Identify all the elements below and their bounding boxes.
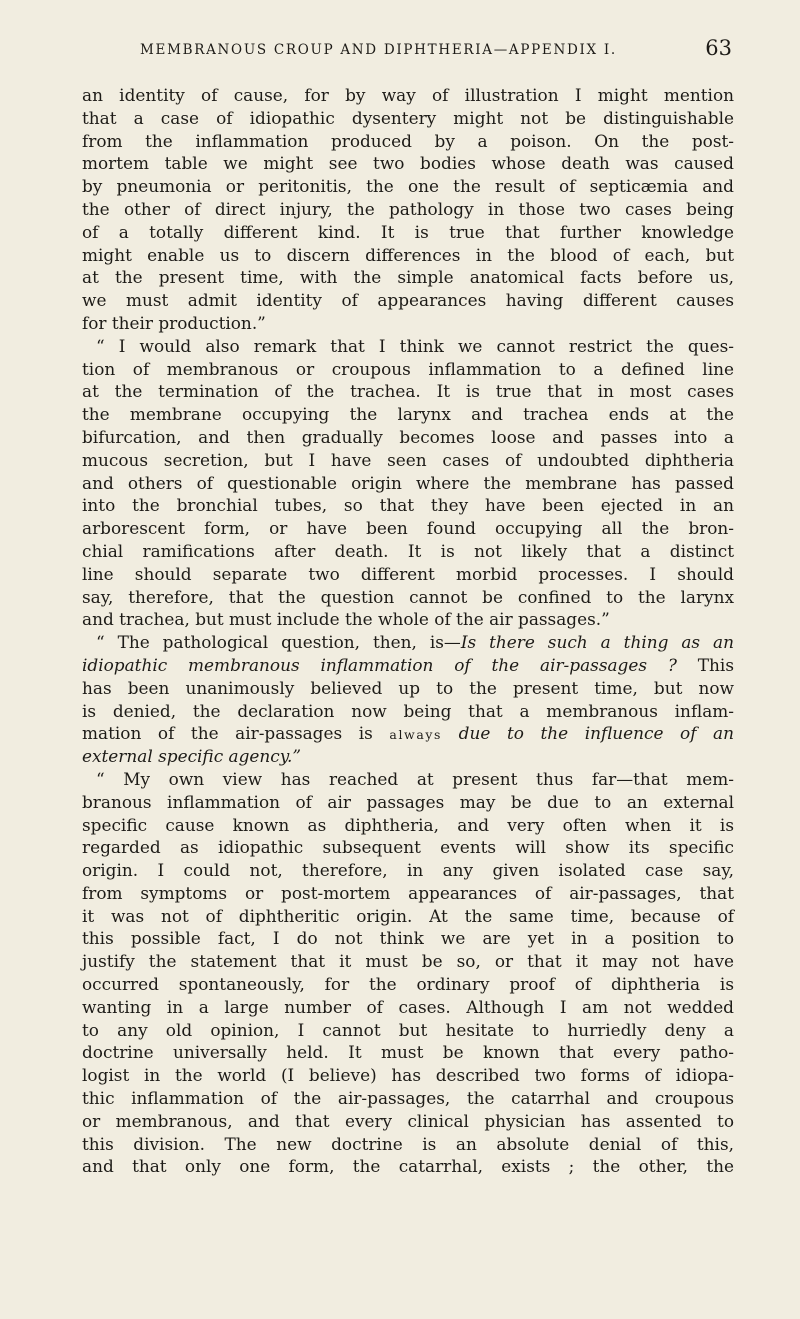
text-line: or membranous, and that every clinical physician has assented to — [82, 1110, 734, 1131]
small-caps-run: always — [389, 727, 443, 743]
text-line: logist in the world (I believe) has described two forms of idiopa- — [82, 1065, 734, 1086]
text-line: to any old opinion, I cannot but hesitate to hurriedly deny a — [82, 1019, 734, 1040]
text-line: an identity of cause, for by way of illustration I might mention — [82, 85, 734, 105]
text-line: line should separate two different morbid processes. I should — [82, 563, 734, 584]
text-run: “ The pathological question, then, is— — [96, 632, 461, 653]
text-line: at the termination of the trachea. It is true that in most cases — [82, 381, 734, 402]
text-line: chial ramifications after death. It is not likely that a distinct — [82, 540, 734, 561]
text-line: this possible fact, I do not think we are yet in a position to — [82, 928, 734, 949]
text-line: thic inflammation of the air-passages, the catarrhal and croupous — [82, 1088, 734, 1109]
text-line: specific cause known as diphtheria, and very often when it is — [82, 814, 734, 835]
text-line: into the bronchial tubes, so that they have been ejected in an — [82, 495, 734, 516]
text-line: origin. I could not, therefore, in any given isolated case say, — [82, 860, 734, 881]
text-line: is denied, the declaration now being that a membranous inflam- — [82, 700, 734, 721]
text-line: the membrane occupying the larynx and trachea ends at the — [82, 404, 734, 425]
page-number: 63 — [705, 36, 732, 60]
text-line: bifurcation, and then gradually becomes loose and passes into a — [82, 426, 734, 447]
text-line: regarded as idiopathic subsequent events will show its specific — [82, 837, 734, 858]
text-run: mation of the air-passages is — [82, 723, 390, 744]
text-line: and trachea, but must include the whole of the air passages.” — [82, 609, 610, 630]
text-line: and others of questionable origin where the membrane has passed — [82, 472, 734, 493]
running-title: MEMBRANOUS CROUP AND DIPHTHERIA—APPENDIX I. — [140, 42, 617, 58]
text-line: wanting in a large number of cases. Although I am not wedded — [82, 996, 734, 1017]
text-line: “ My own view has reached at present thus far—that mem- — [96, 768, 734, 789]
italic-run: due to the influence of an — [458, 723, 734, 744]
text-line: the other of direct injury, the pathology in those two cases being — [82, 198, 734, 219]
running-head — [82, 36, 732, 60]
text-line: it was not of diphtheritic origin. At the same time, because of — [82, 905, 734, 926]
text-line: occurred spontaneously, for the ordinary proof of diphtheria is — [82, 974, 734, 995]
body-text — [82, 84, 734, 1178]
text-line: justify the statement that it must be so, or that it may not have — [82, 951, 734, 972]
text-line: “ I would also remark that I think we cannot restrict the ques- — [96, 335, 734, 356]
text-line — [82, 654, 734, 677]
text-line: say, therefore, that the question cannot be confined to the larynx — [82, 586, 734, 607]
text-line: mortem table we might see two bodies whose death was caused — [82, 153, 734, 174]
italic-run: idiopathic membranous inflammation of the air-passages ? — [82, 654, 677, 675]
text-line: that a case of idiopathic dysentery might not be distinguishable — [82, 107, 734, 128]
text-line: arborescent form, or have been found occupying all the bron- — [82, 518, 734, 539]
text-line: by pneumonia or peritonitis, the one the result of septicæmia and — [82, 176, 734, 197]
text-line: for their production.” — [82, 312, 266, 333]
text-line: doctrine universally held. It must be known that every patho- — [82, 1042, 734, 1063]
text-line: this division. The new doctrine is an absolute denial of this, — [82, 1133, 734, 1154]
text-line: branous inflammation of air passages may be due to an external — [82, 791, 734, 812]
text-line: and that only one form, the catarrhal, exists ; the other, the — [82, 1156, 734, 1177]
text-line: we must admit identity of appearances having different causes — [82, 290, 734, 311]
text-run — [442, 723, 459, 743]
text-line: has been unanimously believed up to the present time, but now — [82, 677, 734, 698]
text-line: from the inflammation produced by a poison. On the post- — [82, 130, 734, 151]
text-line — [82, 631, 734, 654]
text-line: external specific agency.” — [82, 746, 302, 767]
italic-run: Is there such a thing as an — [460, 632, 735, 653]
text-line: from symptoms or post-mortem appearances of air-passages, that — [82, 882, 734, 903]
text-line: might enable us to discern differences in the blood of each, but — [82, 244, 734, 265]
text-line: tion of membranous or croupous inflammation to a defined line — [82, 358, 734, 379]
text-run: This — [676, 654, 734, 675]
text-line — [82, 722, 734, 745]
text-line: mucous secretion, but I have seen cases of undoubted diphtheria — [82, 449, 734, 470]
text-line: at the present time, with the simple anatomical facts before us, — [82, 267, 734, 288]
text-line: of a totally different kind. It is true that further knowledge — [82, 221, 734, 242]
